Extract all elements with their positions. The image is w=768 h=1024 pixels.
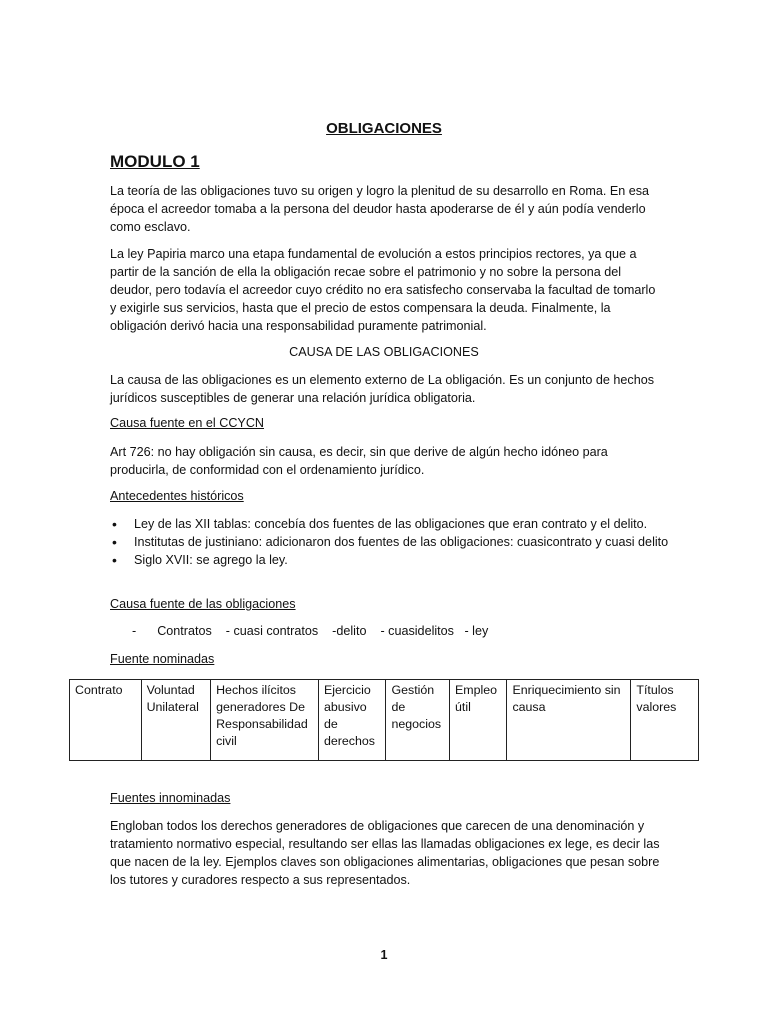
table-cell: Gestión de negocios [386,680,450,761]
list-item: • Siglo XVII: se agrego la ley. [110,551,670,569]
module-heading: MODULO 1 [110,152,200,171]
page-title: OBLIGACIONES [326,120,442,137]
ccycn-heading: Causa fuente en el CCYCN [110,416,265,430]
paragraph-innominadas: Engloban todos los derechos generadores de obligaciones que carecen de una denominación y tratamiento normativo especial, resultando ser ellas las llamadas obligaciones ex lege, es decir las que nacen de la ley. Ejemplos claves son obligaciones alimentarias, obligaciones que pesan sobre los tutores y curadores respecto a sus representados. [110,819,660,887]
paragraph-causa: La causa de las obligaciones es un elemento externo de La obligación. Es un conjunto de hechos jurídicos susceptibles de generar una relación jurídica obligatoria. [110,373,655,405]
table-cell: Ejercicio abusivo de derechos [318,680,386,761]
fuentes-nominadas-table [69,679,699,761]
paragraph-ley-papiria: La ley Papiria marco una etapa fundamental de evolución a estos principios rectores, ya que a partir de la sanción de ella la obligación recae sobre el patrimonio y no sobre la persona del deudor, pero todavía el acreedor cuyo crédito no era satisfecho conservaba la facultad de tomarlo y exigirle sus servicios, hasta que el precio de estos compensara la deuda. Finalmente, la obligación derivó hacia una responsabilidad puramente patrimonial. [110,247,656,333]
table-cell: Hechos ilícitos generadores De Responsabilidad civil [211,680,319,761]
paragraph-art726: Art 726: no hay obligación sin causa, es decir, sin que derive de algún hecho idóneo para producirla, de conformidad con el ordenamiento jurídico. [110,445,608,477]
list-item: • Ley de las XII tablas: concebía dos fuentes de las obligaciones que eran contrato y el delito. [110,515,670,533]
nominadas-heading: Fuente nominadas [110,652,215,666]
paragraph-origin: La teoría de las obligaciones tuvo su origen y logro la plenitud de su desarrollo en Roma. En esa época el acreedor tomaba a la persona del deudor hasta apoderarse de él y aún podía venderlo como esclavo. [110,184,650,234]
table-row [70,680,699,761]
table-cell: Empleo útil [449,680,506,761]
antecedentes-list [110,515,670,569]
causa-heading: CAUSA DE LAS OBLIGACIONES [289,345,479,359]
table-cell: Contrato [70,680,142,761]
causa-fuente-list: - Contratos - cuasi contratos -delito - cuasidelitos - ley [132,624,489,638]
page-number: 1 [380,948,388,962]
table-cell: Enriquecimiento sin causa [507,680,631,761]
antecedentes-heading: Antecedentes históricos [110,489,244,503]
causa-fuente-heading: Causa fuente de las obligaciones [110,597,296,611]
innominadas-heading: Fuentes innominadas [110,791,231,805]
table-cell: Voluntad Unilateral [141,680,211,761]
table-cell: Títulos valores [631,680,699,761]
list-item: • Institutas de justiniano: adicionaron dos fuentes de las obligaciones: cuasicontrato y cuasi delito [110,533,670,551]
